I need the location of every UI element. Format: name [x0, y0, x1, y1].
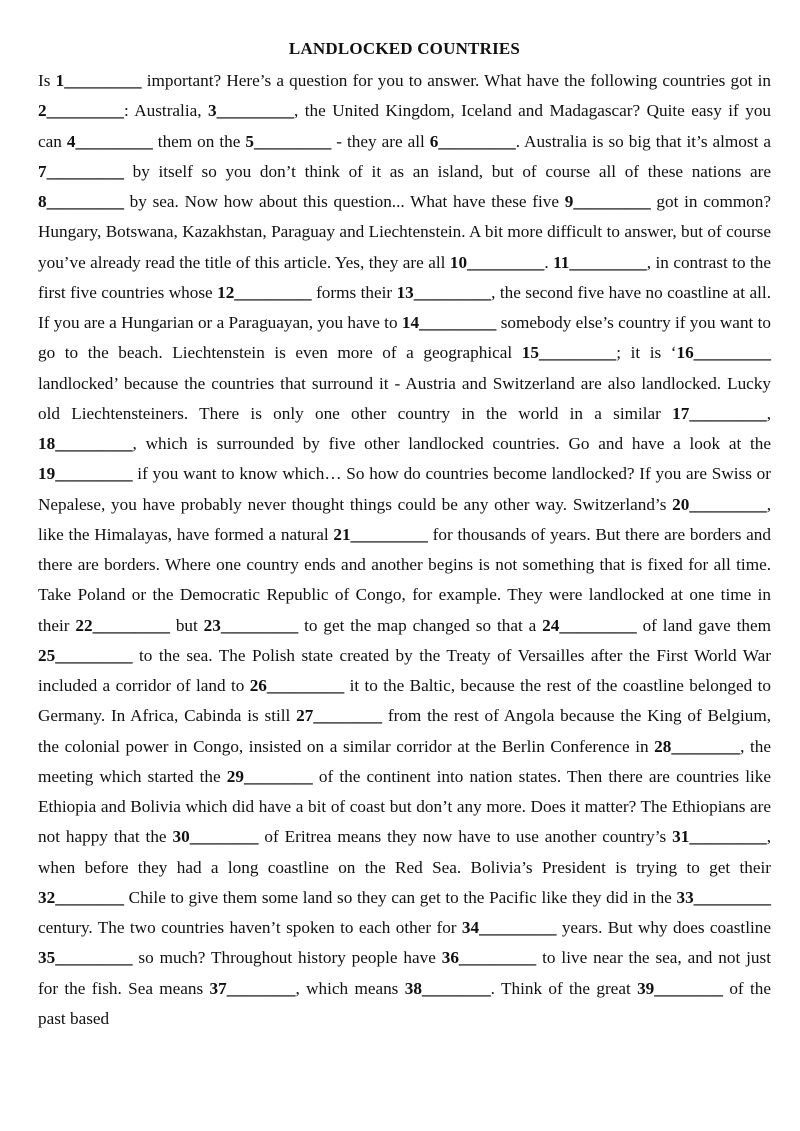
- answer-blank: 37________: [209, 978, 296, 998]
- answer-blank: 19_________: [38, 464, 133, 484]
- answer-blank: 11_________: [553, 252, 647, 272]
- answer-blank: 39________: [637, 978, 723, 998]
- text-run: got in common? Hungary, Botswana, Kazakhstan, Paraguay and Liechtenstein. A bit more difficult to answer, but of course you’ve already read the title of this article. Yes, they are all: [38, 192, 771, 272]
- text-run: ,: [766, 403, 771, 423]
- answer-blank: 15_________: [521, 343, 617, 363]
- text-run: somebody else’s country if you want to go to the beach. Liechtenstein is even more of a geographical: [38, 313, 771, 363]
- answer-blank: 31_________: [672, 827, 767, 847]
- answer-blank: 17_________: [672, 403, 767, 423]
- text-run: ; it is ‘: [616, 343, 677, 363]
- answer-blank: 9_________: [564, 192, 651, 211]
- answer-blank: 25_________: [38, 645, 133, 665]
- answer-blank: 12_________: [217, 282, 312, 302]
- answer-blank: 10_________: [449, 252, 545, 272]
- text-run: forms their: [311, 282, 397, 302]
- text-run: .: [544, 252, 554, 272]
- text-run: of the continent into nation states. Then there are countries like Ethiopia and Bolivia which did have a bit of coast but don’t any more. Does it matter? The Ethiopians are not happy that the: [38, 766, 771, 847]
- text-run: them on the: [152, 131, 246, 151]
- text-run: , which is surrounded by five other landlocked countries. Go and have a look at the: [132, 434, 771, 453]
- answer-blank: 29________: [226, 766, 313, 786]
- answer-blank: 3_________: [208, 101, 294, 121]
- text-run: if you want to know which… So how do countries become landlocked? If you are Swiss or Nepalese, you have probably never thought things could be any other way. Switzerland’s: [38, 464, 771, 514]
- gap-fill-text: [38, 66, 771, 1034]
- answer-blank: 27________: [296, 706, 383, 726]
- answer-blank: 14_________: [401, 313, 497, 332]
- text-run: of Eritrea means they now have to use another country’s: [258, 827, 673, 847]
- answer-blank: 38________: [404, 978, 491, 998]
- text-run: it to the Baltic, because the rest of the coastline belonged to Germany. In Africa, Cabinda is still: [38, 676, 771, 726]
- answer-blank: 36_________: [441, 948, 537, 968]
- text-run: by itself so you don’t think of it as an island, but of course all of these nations are: [123, 161, 771, 181]
- text-run: from the rest of Angola because the King of Belgium, the colonial power in Congo, insisted on a similar corridor at the Berlin Conference in: [38, 706, 771, 756]
- answer-blank: 2_________: [38, 101, 124, 121]
- answer-blank: 22_________: [75, 615, 170, 635]
- text-run: Chile to give them some land so they can get to the Pacific like they did in the: [123, 887, 677, 907]
- answer-blank: 16_________: [676, 343, 772, 363]
- text-run: , like the Himalayas, have formed a natural: [38, 494, 771, 544]
- text-run: to live near the sea, and not just for the fish. Sea means: [38, 948, 771, 998]
- answer-blank: 13_________: [396, 282, 492, 302]
- text-run: Is: [38, 71, 56, 90]
- text-run: , the United Kingdom, Iceland and Madagascar? Quite easy if you can: [38, 101, 772, 151]
- text-run: important? Here’s a question for you to answer. What have the following countries got in: [141, 71, 772, 90]
- text-run: by sea. Now how about this question... What have these five: [123, 192, 565, 211]
- answer-blank: 28________: [654, 736, 741, 756]
- answer-blank: 30________: [172, 827, 259, 847]
- answer-blank: 24_________: [542, 615, 637, 635]
- text-run: for thousands of years. But there are borders and there are borders. Where one country ends and another begins is not something that is fixed for all time. Take Poland or the Democratic Republic of Congo, for example. They were landlocked at one time in their: [38, 524, 771, 635]
- text-run: : Australia,: [123, 101, 209, 121]
- text-run: , the meeting which started the: [38, 736, 772, 786]
- answer-blank: 26_________: [249, 676, 345, 695]
- answer-blank: 21_________: [333, 524, 428, 544]
- text-run: , the second five have no coastline at all. If you are a Hungarian or a Paraguayan, you have to: [38, 282, 772, 332]
- text-run: so much? Throughout history people have: [132, 948, 442, 968]
- answer-blank: 34_________: [461, 918, 557, 937]
- text-run: . Australia is so big that it’s almost a: [515, 131, 771, 151]
- text-run: , which means: [295, 978, 405, 998]
- text-run: , in contrast to the first five countries whose: [38, 252, 772, 302]
- answer-blank: 23_________: [203, 615, 299, 635]
- text-run: , when before they had a long coastline on the Red Sea. Bolivia’s President is trying to get their: [38, 827, 771, 877]
- answer-blank: 7_________: [38, 161, 124, 181]
- answer-blank: 5_________: [245, 131, 332, 151]
- answer-blank: 6_________: [429, 131, 516, 151]
- answer-blank: 32________: [38, 887, 124, 907]
- answer-blank: 33_________: [676, 887, 771, 907]
- text-run: landlocked’ because the countries that surround it - Austria and Switzerland are also landlocked. Lucky old Liechtensteiners. There is only one other country in the world in a similar: [38, 373, 771, 423]
- text-run: but: [169, 615, 204, 635]
- text-run: . Think of the great: [490, 978, 638, 998]
- text-run: to the sea. The Polish state created by the Treaty of Versailles after the First World War included a corridor of land to: [38, 645, 771, 695]
- text-run: to get the map changed so that a: [298, 615, 543, 635]
- answer-blank: 18_________: [38, 434, 133, 453]
- text-run: century. The two countries haven’t spoken to each other for: [38, 918, 462, 937]
- text-run: - they are all: [331, 131, 430, 151]
- text-run: of the past based: [38, 978, 771, 1028]
- answer-blank: 35_________: [38, 948, 133, 968]
- text-run: years. But why does coastline: [556, 918, 771, 937]
- answer-blank: 4_________: [66, 131, 153, 151]
- text-run: of land gave them: [636, 615, 771, 635]
- answer-blank: 8_________: [38, 192, 124, 211]
- page-title: LANDLOCKED COUNTRIES: [288, 39, 521, 58]
- answer-blank: 1_________: [55, 71, 142, 90]
- answer-blank: 20_________: [672, 494, 767, 514]
